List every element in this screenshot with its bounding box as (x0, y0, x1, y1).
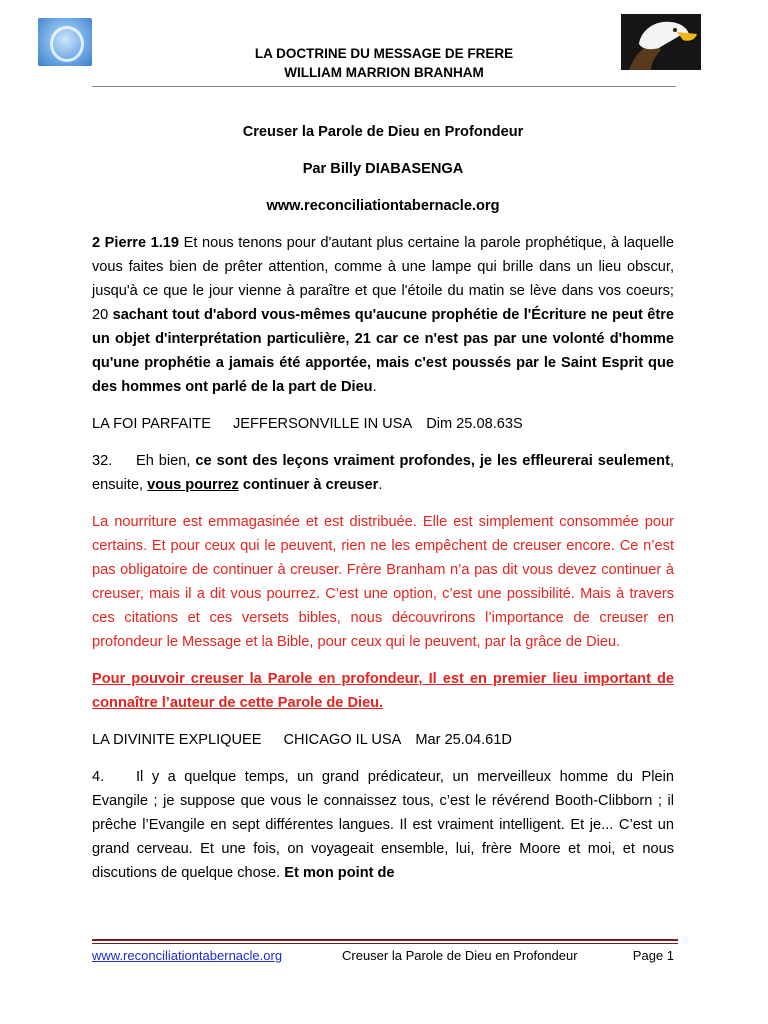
footer-link[interactable]: www.reconciliationtabernacle.org (92, 948, 283, 963)
document-author: Par Billy DIABASENGA (302, 161, 464, 177)
paragraph-number: 32. (92, 453, 113, 469)
sermon-title: LA FOI PARFAITE (92, 416, 211, 432)
header-divider (92, 86, 676, 87)
quote-bold: Et mon point de (284, 865, 395, 881)
header-title (150, 44, 618, 82)
scripture-paragraph (92, 231, 674, 399)
footer-title: Creuser la Parole de Dieu en Profondeur (342, 948, 578, 963)
page-footer (92, 946, 674, 966)
document-website[interactable]: www.reconciliationtabernacle.org (266, 198, 500, 214)
sermon-title: LA DIVINITE EXPLIQUEE (92, 732, 262, 748)
quote-text: Il y a quelque temps, un grand prédicateur, un merveilleux homme du Plein Evangile ; je suppose que vous le connaissez tous, c’est le révérend Booth-Clibborn ; il prêche l’Evangile en sept différentes langues. Il est vraiment intelligent. Et je... C’est un grand cerveau. Et une fois, on voyageait ensemble, lui, frère Moore et moi, et nous discutions de quelque chose. (92, 769, 674, 881)
page-number: Page 1 (632, 948, 674, 963)
scripture-end: . (372, 379, 377, 395)
scripture-text: Et nous tenons pour d'autant plus certaine la parole prophétique, à laquelle vous faites bien de prêter attention, comme à une lampe qui brille dans un lieu obscur, jusqu'à ce que le jour vienne à paraître et que l'étoile du matin se lève dans vos coeurs; 20 (92, 235, 674, 323)
sermon-reference-1 (92, 412, 674, 436)
globe-logo (38, 18, 92, 66)
sermon-date: Mar 25.04.61D (415, 732, 512, 748)
header-title-line1: LA DOCTRINE DU MESSAGE DE FRERE (254, 46, 514, 61)
quote-text: , ensuite, (92, 453, 674, 493)
document-title: Creuser la Parole de Dieu en Profondeur (242, 124, 524, 140)
commentary-emphasis-text: Pour pouvoir creuser la Parole en profondeur, Il est en premier lieu important de connaître l’auteur de cette Parole de Dieu. (92, 671, 674, 711)
scripture-reference: 2 Pierre 1.19 (92, 235, 180, 251)
quote-paragraph-4 (92, 765, 674, 885)
commentary-emphasis (92, 667, 674, 715)
quote-paragraph-32 (92, 449, 674, 497)
footer-divider-thin (92, 943, 678, 944)
eagle-logo (621, 14, 701, 70)
sermon-place: CHICAGO IL USA (283, 732, 402, 748)
commentary-paragraph: La nourriture est emmagasinée et est distribuée. Elle est simplement consommée pour certains. Et pour ceux qui le peuvent, rien ne les empêchent de creuser encore. Ce n’est pas obligatoire de continuer à creuser. Frère Branham n’a pas dit vous devez continuer à creuser, mais il a dit vous pourrez. C’est une option, c’est une possibilité. Mais à travers ces citations et ces versets bibles, nous découvrirons l’importance de creuser en profondeur le Message et la Bible, pour ceux qui le peuvent, par la grâce de Dieu. (92, 514, 674, 650)
quote-bold: continuer à creuser (238, 477, 379, 493)
document-body (92, 120, 674, 898)
quote-underlined: vous pourrez (147, 477, 239, 493)
quote-text: Eh bien, (136, 453, 196, 469)
header-title-line2: WILLIAM MARRION BRANHAM (284, 65, 484, 80)
sermon-place: JEFFERSONVILLE IN USA (232, 416, 413, 432)
sermon-date: Dim 25.08.63S (426, 416, 523, 432)
quote-end: . (378, 477, 383, 493)
quote-bold: ce sont des leçons vraiment profondes, je les effleurerai seulement (195, 453, 670, 469)
paragraph-number: 4. (92, 769, 105, 785)
footer-divider (92, 939, 678, 941)
scripture-bold-text: sachant tout d'abord vous-mêmes qu'aucune prophétie de l'Écriture ne peut être un objet d'interprétation particulière, 21 car ce n'est pas par une volonté d'homme qu'une prophétie a jamais été apportée, mais c'est poussés par le Saint Esprit que des hommes ont parlé de la part de Dieu (92, 307, 674, 395)
sermon-reference-2 (92, 728, 674, 752)
